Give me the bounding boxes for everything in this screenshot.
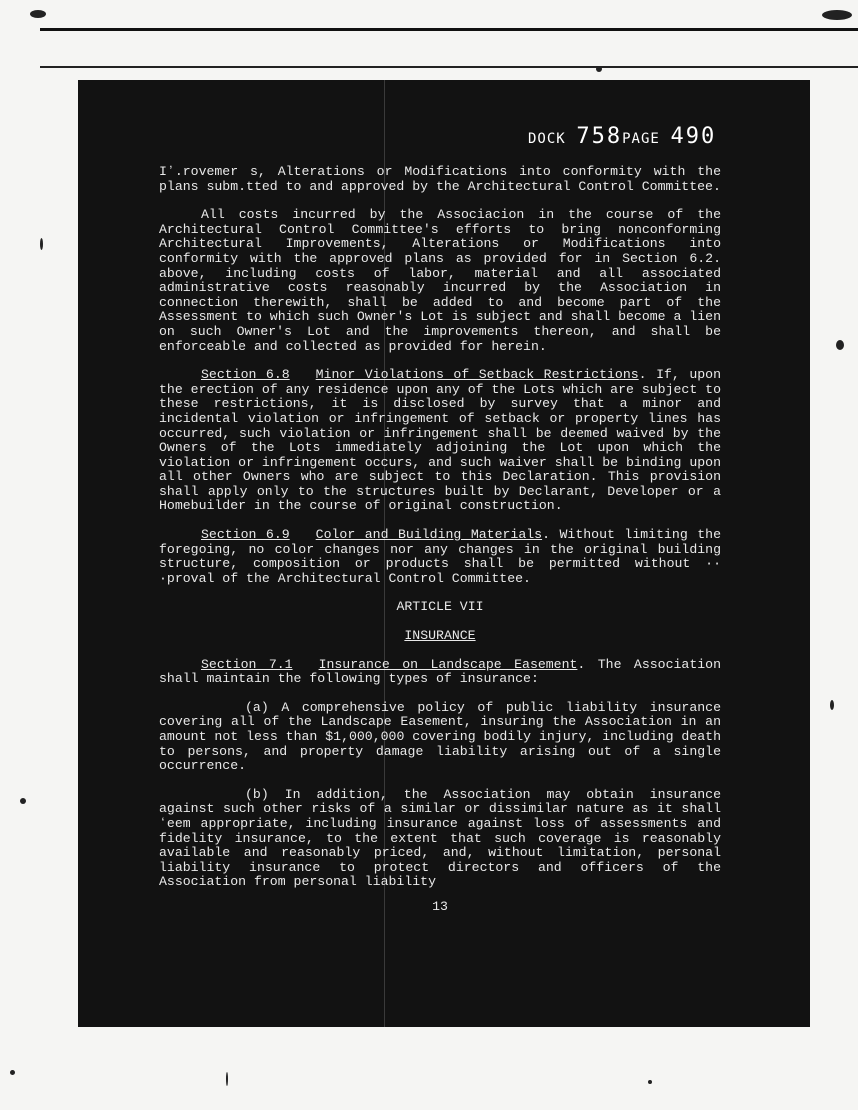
scan-speck (822, 10, 852, 20)
scan-speck (836, 340, 844, 350)
section-6-9-number: Section 6.9 (201, 527, 290, 543)
scan-speck (648, 1080, 652, 1084)
section-7-1 (159, 658, 721, 687)
book-page-stamp (528, 124, 716, 149)
stamp-book-number: 758 (576, 124, 623, 149)
section-6-9-title: Color and Building Materials (315, 527, 543, 543)
document-body (159, 165, 721, 915)
section-6-8-body: . If, upon the erection of any residence upon any of the Lots which are subject to these restrictions, it is disclosed by survey that a minor and incidental violation or infringement of setback or property lines has occurred, such violation or infringement shall be deemed waived by the Owners of the Lots immediately adjoining the Lot upon which the violation or infringement occurs, and such waiver shall be binding upon all other Owners who are subject to this Declaration. This provision shall apply only to the structures built by Declarant, Developer or a Homebuilder in the course of original construction. (159, 367, 722, 514)
article-title: INSURANCE (404, 628, 476, 644)
article-number: ARTICLE VII (396, 599, 484, 615)
section-7-1-title: Insurance on Landscape Easement (318, 656, 578, 672)
stamp-page-label: PAGE (622, 131, 660, 147)
section-6-9 (159, 528, 721, 586)
item-a: (a) A comprehensive policy of public liability insurance covering all of the Landscape Easement, insuring the Association in an amount not less than $1,000,000 covering bodily injury, including death to persons, and property damage liability arising out of a single occurrence. (159, 699, 721, 774)
section-7-1-number: Section 7.1 (201, 656, 293, 672)
section-7-1-body: . The Association shall maintain the following types of insurance: (159, 656, 721, 687)
document-page (78, 80, 810, 1027)
paragraph-continuation: Iʼ.rovemer s, Alterations or Modifications into conformity with the plans subm.tted to and approved by the Architectural Control Committee. (159, 164, 721, 194)
page-number: 13 (432, 898, 448, 914)
stamp-page-number: 490 (670, 124, 717, 149)
scan-speck (10, 1070, 15, 1075)
item-b: (b) In addition, the Association may obtain insurance against such other risks of a similar or dissimilar nature as it shall ʻeem appropriate, including insurance against loss of assessments and fidelity insurance, to the extent that such coverage is reasonably available and reasonably priced, and, without limitation, personal liability insurance to protect directors and officers of the Association from personal liability (159, 786, 721, 890)
stamp-book-label: DOCK (528, 131, 566, 147)
section-6-8-number: Section 6.8 (201, 367, 290, 383)
section-6-9-body: . Without limiting the foregoing, no color changes nor any changes in the original building structure, composition or products shall be permitted without ·· ·proval of the Architectural Control Committee. (159, 527, 721, 586)
section-6-8-title: Minor Violations of Setback Restrictions (315, 367, 639, 383)
scan-speck (830, 700, 834, 710)
scan-speck (30, 10, 46, 18)
section-6-8 (159, 368, 721, 514)
scan-speck (40, 238, 43, 250)
paragraph-costs: All costs incurred by the Associacion in the course of the Architectural Control Committee's efforts to bring nonconforming Architectural Improvements, Alterations or Modifications into conformity with the approved plans as provided for in Section 6.2. above, including costs of labor, material and all associated administrative costs reasonably incurred by the Association in connection therewith, shall be added to and become part of the Assessment to which such Owner's Lot is subject and shall become a lien on such Owner's Lot and the improvements thereon, and shall be enforceable and collected as provided for herein. (159, 207, 721, 354)
scan-speck (20, 798, 26, 804)
scan-speck (226, 1072, 228, 1086)
scan-top-rule (40, 28, 858, 31)
scan-speck (596, 66, 602, 72)
article-title-wrap (159, 629, 721, 644)
scan-second-rule (40, 66, 858, 68)
